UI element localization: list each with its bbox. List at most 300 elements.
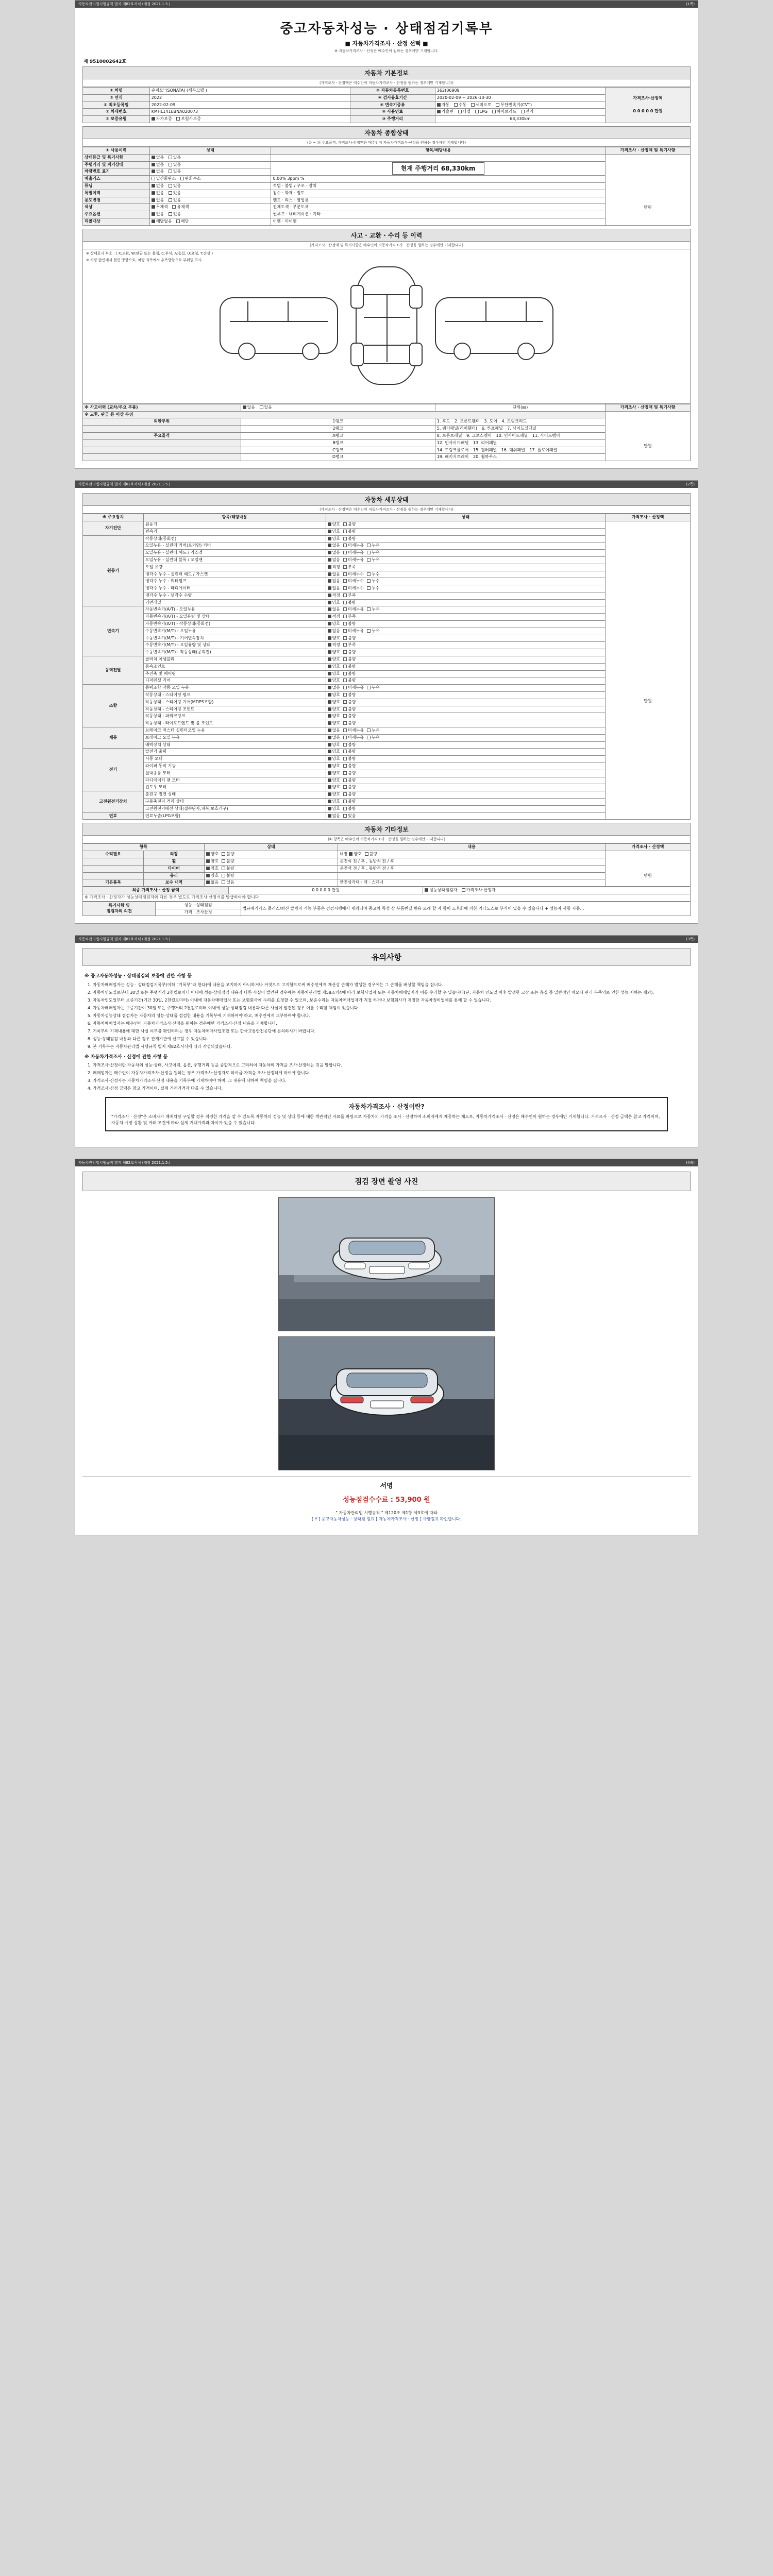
other-item-state[interactable] [204,865,338,872]
detail-item-label: 구동축전지 격리 상태 [143,799,326,806]
detail-item-label: 자동변속기(A/T) - 오일누유 [143,606,326,614]
detail-row [83,635,691,642]
overall-row3-opt0[interactable]: 일산화탄소 [152,176,176,182]
detail-item-state[interactable] [326,677,605,685]
overall-row4-state[interactable] [149,182,271,190]
detail-opt-불량[interactable]: 불량 [343,678,356,684]
detail-opt-양호[interactable]: 양호 [328,700,340,705]
section-basic-subnote: (가격조사ㆍ산정액은 매수인이 자동차가격조사ㆍ산정을 원하는 경우에만 기재합니다) [82,79,691,87]
detail-item-state[interactable] [326,663,605,670]
detail-opt-없음[interactable]: 없음 [328,586,340,591]
final-check-appraiser[interactable]: 가격조사·산정자 [462,888,496,893]
overall-row5-detail: 침수 · 화재 · 절도 [271,190,605,197]
detail-group-8: 연료 [83,812,144,820]
warranty-opt-self[interactable]: 자가보증 [152,116,172,122]
overall-row4-detail: 적법 · 불법 / 구조 · 장치 [271,182,605,190]
detail-item-state[interactable] [326,770,605,777]
detail-item-label: 수동변속기(M/T) - 오일유량 및 상태 [143,642,326,649]
detail-opt-부족[interactable]: 부족 [343,565,356,570]
detail-item-state[interactable] [326,734,605,741]
detail-opt-없음[interactable]: 없음 [328,550,340,556]
detail-row [83,706,691,713]
detail-row [83,699,691,706]
accident-history-opt-yes[interactable]: 있음 [260,405,272,411]
fuel-opt-hybrid[interactable]: 하이브리드 [492,109,517,115]
detail-opt-불량[interactable]: 불량 [343,692,356,698]
fuel-opt-gasoline[interactable]: 가솔린 [437,109,453,115]
page4-topbar-left: 자동차관리법시행규칙 별지 제82호서식 (개정 2021.1.5.) [78,1161,171,1165]
detail-item-state[interactable] [326,556,605,564]
detail-item-state[interactable] [326,649,605,656]
notice-list-item: 4. 자동차매매업자는 보증기간이 30일 또는 주행거리 2천킬로미터 이내에 성능·상태점검 내용과 다른 사실이 발견된 경우 이를 수리할 책임이 있습니다. [93,1005,688,1011]
other-opt-있음[interactable]: 있음 [222,880,234,886]
detail-opt-양호[interactable]: 양호 [328,671,340,677]
detail-opt-적정[interactable]: 적정 [328,642,340,648]
detail-opt-불량[interactable]: 불량 [343,529,356,535]
detail-opt-누유[interactable]: 누유 [367,735,379,741]
detail-opt-불량[interactable]: 불량 [343,771,356,776]
detail-col-device: ※ 주요장치 [83,514,144,521]
overall-row7-opt1[interactable]: 유채색 [172,205,189,210]
detail-item-state[interactable] [326,550,605,557]
detail-item-state[interactable] [326,812,605,820]
special-remarks-table [82,902,691,917]
detail-opt-미세누유[interactable]: 미세누유 [343,607,364,613]
detail-item-label: 디퍼렌셜 기어 [143,677,326,685]
overall-row4-opt1[interactable]: 있음 [169,183,181,189]
detail-item-state[interactable] [326,621,605,628]
detail-item-label: 작동상태 - 스티어링 조인트 [143,706,326,713]
detail-opt-양호[interactable]: 양호 [328,721,340,726]
notice-list-item: 5. 자동차성능상태 점검자는 자동차의 성능·상태를 점검한 내용을 기록부에 기재하여야 하고, 매수인에게 교부하여야 합니다. [93,1013,688,1019]
transmission-opt-cvt[interactable]: 무단변속기(CVT) [496,103,532,108]
basic-value-carname: 슈퍼모''(SONATA) (세부모델 ) [149,88,350,95]
overall-row3-opt1[interactable]: 탄화수소 [180,176,201,182]
detail-opt-누유[interactable]: 누유 [367,550,379,556]
transmission-opt-auto[interactable]: 자동 [437,103,449,108]
other-opt-양호[interactable]: 양호 [206,859,219,865]
detail-opt-없음[interactable]: 없음 [328,579,340,584]
detail-opt-불량[interactable]: 불량 [343,778,356,784]
overall-row0-state[interactable] [149,154,271,161]
detail-opt-누유[interactable]: 누유 [367,607,379,613]
detail-opt-양호[interactable]: 양호 [328,657,340,663]
detail-item-state[interactable] [326,543,605,550]
final-price-check[interactable] [423,887,691,894]
overall-row9-opt0[interactable]: 해당없음 [152,219,172,225]
detail-item-state[interactable] [326,614,605,621]
overall-row8-state[interactable] [149,211,271,218]
detail-opt-양호[interactable]: 양호 [328,529,340,535]
detail-item-label: 브레이크 마스터 실린더오일 누유 [143,727,326,735]
overall-row6-state[interactable] [149,197,271,204]
detail-opt-없음[interactable]: 없음 [328,685,340,691]
warranty-opt-insurer[interactable]: 보험사보증 [176,116,201,122]
other-opt-양호[interactable]: 양호 [206,866,219,872]
detail-row [83,713,691,720]
detail-opt-양호[interactable]: 양호 [328,714,340,719]
overall-row0-name: 상태등급 및 특기사항 [83,154,150,161]
basic-label-mileage: ⑩ 주행거리 [350,116,435,123]
special-remarks-text: 법규배기가스 플러스/최신 발병지 기능 부품은 검검시행에서 제외되며 중고차 특성 상 부품변질 원유 오래 할 자 함이 노후화에 의한 기타노스로 부식이 있을 수 있습니다 + 성능자 사항 자동... [241,902,690,916]
detail-opt-미세누수[interactable]: 미세누수 [343,586,364,591]
detail-opt-불량[interactable]: 불량 [343,636,356,641]
other-item-state[interactable] [204,858,338,865]
detail-opt-양호[interactable]: 양호 [328,764,340,769]
detail-row [83,528,691,535]
detail-item-state[interactable] [326,564,605,571]
detail-row [83,571,691,578]
overall-row3-state[interactable] [149,176,271,183]
detail-item-state[interactable] [326,685,605,692]
car-top-diagram [356,266,417,385]
notice-list-item: 4. 가격조사·산정 금액은 참고 가격이며, 실제 거래가격과 다를 수 있습니다. [93,1086,688,1092]
detail-row [83,564,691,571]
overall-row9-detail: 이행 · 미이행 [271,218,605,225]
section-overall-header: 자동차 종합상태 [82,126,691,139]
detail-opt-양호[interactable]: 양호 [328,650,340,655]
detail-opt-양호[interactable]: 양호 [328,707,340,713]
detail-row [83,805,691,812]
detail-item-label: 등속조인트 [143,663,326,670]
accident-history-opt-none[interactable]: 없음 [243,405,255,411]
detail-opt-불량[interactable]: 불량 [343,764,356,769]
detail-opt-양호[interactable]: 양호 [328,778,340,784]
overall-row1-opt0[interactable]: 없음 [152,162,164,168]
overall-row7-name: 색상 [83,204,150,211]
overall-row5-opt1[interactable]: 있음 [169,191,181,196]
other-item-state[interactable] [204,851,338,858]
detail-item-state[interactable] [326,784,605,791]
basic-info-table [82,87,691,123]
basic-price-value: 0 0 0 0 0 만원 [633,108,663,113]
other-category [83,865,144,872]
detail-price-value: 만원 [644,698,652,703]
detail-opt-양호[interactable]: 양호 [328,756,340,762]
accident-frame-group-5 [83,454,241,461]
detail-opt-불량[interactable]: 불량 [343,657,356,663]
detail-item-state[interactable] [326,727,605,735]
fuel-opt-electric[interactable]: 전기 [521,109,533,115]
notice-body [82,966,691,1140]
detail-item-state[interactable] [326,656,605,664]
detail-item-label: 고전원전기배선 상태(접속단자,피복,보호기구) [143,805,326,812]
detail-opt-미세누유[interactable]: 미세누유 [343,550,364,556]
detail-opt-미세누수[interactable]: 미세누수 [343,579,364,584]
detail-opt-불량[interactable]: 불량 [343,785,356,790]
detail-opt-부족[interactable]: 부족 [343,593,356,599]
overall-row7-detail: 전체도색 · 부분도색 [271,204,605,211]
detail-row [83,663,691,670]
detail-opt-있음[interactable]: 있음 [343,814,356,819]
overall-row2-opt0[interactable]: 없음 [152,169,164,175]
overall-row5-opt0[interactable]: 없음 [152,191,164,196]
detail-item-state[interactable] [326,670,605,677]
detail-opt-양호[interactable]: 양호 [328,749,340,755]
detail-opt-불량[interactable]: 불량 [343,806,356,812]
detail-opt-미세누수[interactable]: 미세누수 [343,572,364,578]
accident-frame-items-2: 8. 프론트패널 9. 크로스멤버 10. 인사이드패널 11. 사이드멤버 [435,432,605,439]
other-price-cell [605,851,690,887]
detail-opt-누유[interactable]: 누유 [367,543,379,549]
other-opt-양호[interactable]: 양호 [206,873,219,879]
detail-opt-없음[interactable]: 없음 [328,572,340,578]
overall-row0-opt1[interactable]: 있음 [169,155,181,161]
detail-item-state[interactable] [326,777,605,784]
page2-topbar-left: 자동차관리법시행규칙 별지 제82호서식 (개정 2021.1.5.) [78,482,171,487]
detail-item-state[interactable] [326,521,605,528]
detail-item-state[interactable] [326,791,605,799]
other-item-state[interactable] [204,879,338,887]
detail-opt-없음[interactable]: 없음 [328,629,340,634]
other-item-content: 운전석 전 / 후 , 동반석 전 / 후 [338,858,606,865]
overall-row2-state[interactable] [149,168,271,176]
other-right-opt-양호[interactable]: 양호 [349,852,361,857]
detail-row [83,727,691,735]
detail-opt-양호[interactable]: 양호 [328,522,340,528]
overall-row2-name: 차량번호 표기 [83,168,150,176]
detail-row [83,791,691,799]
detail-item-state[interactable] [326,592,605,599]
transmission-opt-manual[interactable]: 수동 [454,103,466,108]
detail-opt-미세누유[interactable]: 미세누유 [343,728,364,734]
detail-item-label: 라디에이터 팬 모터 [143,777,326,784]
accident-price-header: 가격조사 · 산정액 및 특기사항 [605,404,690,411]
detail-item-state[interactable] [326,720,605,727]
detail-opt-미세누유[interactable]: 미세누유 [343,629,364,634]
overall-row7-state[interactable] [149,204,271,211]
detail-item-state[interactable] [326,799,605,806]
detail-opt-양호[interactable]: 양호 [328,636,340,641]
detail-opt-양호[interactable]: 양호 [328,771,340,776]
section-other-header: 자동차 기타정보 [82,823,691,836]
detail-opt-불량[interactable]: 불량 [343,749,356,755]
detail-item-state[interactable] [326,699,605,706]
detail-opt-누수[interactable]: 누수 [367,579,379,584]
overall-row7-opt0[interactable]: 무채색 [152,205,168,210]
detail-item-label: 작동상태 - 스티어링 기어(MDPS포함) [143,699,326,706]
detail-group-7: 고전원전기장치 [83,791,144,812]
detail-item-state[interactable] [326,642,605,649]
detail-table-body [83,521,691,819]
detail-opt-없음[interactable]: 없음 [328,607,340,613]
detail-opt-불량[interactable]: 불량 [343,522,356,528]
detail-opt-양호[interactable]: 양호 [328,799,340,805]
detail-item-state[interactable] [326,706,605,713]
other-opt-불량[interactable]: 불량 [222,852,234,857]
other-category: 기본품목 [83,879,144,887]
detail-opt-양호[interactable]: 양호 [328,792,340,798]
detail-opt-누수[interactable]: 누수 [367,586,379,591]
detail-opt-불량[interactable]: 불량 [343,671,356,677]
detail-item-state[interactable] [326,763,605,770]
detail-opt-미세누유[interactable]: 미세누유 [343,735,364,741]
accident-frame-items-4: 14. 트렁크플로어 15. 필러패널 16. 대쉬패널 17. 플로어패널 [435,447,605,454]
detail-opt-불량[interactable]: 불량 [343,714,356,719]
detail-opt-적정[interactable]: 적정 [328,593,340,599]
detail-opt-적정[interactable]: 적정 [328,614,340,620]
detail-item-label: 오일누유 - 실린더 블록 / 오일팬 [143,556,326,564]
overall-row4-opt0[interactable]: 없음 [152,183,164,189]
detail-opt-적정[interactable]: 적정 [328,565,340,570]
detail-item-label: 와이퍼 동작 기능 [143,763,326,770]
overall-row1-state[interactable] [149,161,271,168]
detail-item-label: 클러치 어셈블리 [143,656,326,664]
detail-opt-양호[interactable]: 양호 [328,600,340,606]
overall-row8-opt0[interactable]: 없음 [152,212,164,217]
detail-opt-없음[interactable]: 없음 [328,728,340,734]
accident-frame-level-2: A랭크 [241,432,435,439]
footer-note [82,1508,691,1528]
detail-item-label: 자동변속기(A/T) - 작동상태(공회전) [143,621,326,628]
detail-opt-불량[interactable]: 불량 [343,792,356,798]
detail-row [83,734,691,741]
detail-opt-불량[interactable]: 불량 [343,799,356,805]
detail-opt-불량[interactable]: 불량 [343,756,356,762]
detail-opt-불량[interactable]: 불량 [343,600,356,606]
accident-history-state[interactable] [241,404,435,411]
final-check-performance[interactable]: 성능상태점검자 [425,888,457,893]
detail-opt-누유[interactable]: 누유 [367,629,379,634]
detail-row [83,812,691,820]
other-opt-양호[interactable]: 양호 [206,852,219,857]
other-item-label: 타이어 [143,865,204,872]
other-col-state: 상태 [204,844,338,851]
detail-item-state[interactable] [326,535,605,543]
detail-item-state[interactable] [326,635,605,642]
detail-opt-양호[interactable]: 양호 [328,536,340,542]
detail-item-label: 오일누유 - 실린더 헤드 / 가스켓 [143,550,326,557]
page4-topbar [75,1159,698,1166]
detail-opt-양호[interactable]: 양호 [328,621,340,627]
other-item-label: 보수 내역 [143,879,204,887]
other-opt-없음[interactable]: 없음 [206,880,219,886]
detail-opt-불량[interactable]: 불량 [343,536,356,542]
detail-item-state[interactable] [326,749,605,756]
other-opt-불량[interactable]: 불량 [222,873,234,879]
transmission-opt-semiauto[interactable]: 세미오토 [471,103,492,108]
detail-item-label: 배력장치 상태 [143,741,326,749]
detail-item-state[interactable] [326,741,605,749]
detail-opt-불량[interactable]: 불량 [343,742,356,748]
other-opt-불량[interactable]: 불량 [222,866,234,872]
basic-price-label-text: 가격조사·산정액 [633,96,663,101]
detail-item-state[interactable] [326,606,605,614]
detail-item-label: 수동변속기(M/T) - 기어변속장치 [143,635,326,642]
other-right-opt-불량[interactable]: 불량 [365,852,377,857]
detail-item-state[interactable] [326,628,605,635]
detail-opt-불량[interactable]: 불량 [343,650,356,655]
basic-value-warranty [149,116,350,123]
fuel-opt-lpg[interactable]: LPG [475,109,488,115]
detail-opt-양호[interactable]: 양호 [328,664,340,670]
detail-row [83,585,691,592]
detail-row [83,599,691,606]
detail-opt-양호[interactable]: 양호 [328,785,340,790]
other-item-content: 내장 양호 불량 [338,851,606,858]
fuel-opt-diesel[interactable]: 디젤 [458,109,470,115]
detail-item-label: 작동상태(공회전) [143,535,326,543]
detail-item-state[interactable] [326,692,605,699]
overall-row9-state[interactable] [149,218,271,225]
overall-row2-opt1[interactable]: 있음 [169,169,181,175]
detail-opt-불량[interactable]: 불량 [343,621,356,627]
detail-opt-미세누유[interactable]: 미세누유 [343,543,364,549]
detail-opt-부족[interactable]: 부족 [343,642,356,648]
detail-opt-누유[interactable]: 누유 [367,685,379,691]
detail-opt-불량[interactable]: 불량 [343,664,356,670]
basic-label-inspection: ④ 검사유효기간 [350,94,435,101]
detail-row [83,521,691,528]
detail-opt-없음[interactable]: 없음 [328,814,340,819]
final-price-note: ※ 가격조사 · 산정자가 성능상태점검자와 다른 경우 별도로 가격조사·산정서를 발급하여야 합니다 [83,894,691,901]
photo-section-title: 점검 장면 촬영 사진 [82,1172,691,1191]
detail-col-state: 상태 [326,514,605,521]
basic-value-vin: KMHL141EBNA020073 [149,109,350,116]
detail-item-state[interactable] [326,578,605,585]
other-opt-불량[interactable]: 불량 [222,859,234,865]
overall-row8-opt1[interactable]: 있음 [169,212,181,217]
basic-value-platenumber: 362(06909 [435,88,605,95]
detail-opt-누수[interactable]: 누수 [367,572,379,578]
detail-item-label: 오일 유량 [143,564,326,571]
car-side-right-diagram [435,297,553,354]
detail-opt-미세누유[interactable]: 미세누유 [343,557,364,563]
notice-title: 유의사항 [82,948,691,966]
detail-item-state[interactable] [326,528,605,535]
other-col-content: 내용 [338,844,606,851]
detail-item-state[interactable] [326,756,605,763]
overall-row0-opt0[interactable]: 없음 [152,155,164,161]
detail-opt-누유[interactable]: 누유 [367,557,379,563]
detail-item-state[interactable] [326,599,605,606]
page2-topbar [75,481,698,488]
detail-opt-양호[interactable]: 양호 [328,742,340,748]
basic-label-firstreg: ⑤ 최초등록일 [83,101,150,109]
detail-opt-부족[interactable]: 부족 [343,614,356,620]
detail-item-label: 냉각수 누수 - 라디에이터 [143,585,326,592]
detail-group-5: 제동 [83,727,144,749]
damage-diagram [82,249,691,404]
detail-opt-없음[interactable]: 없음 [328,735,340,741]
detail-opt-없음[interactable]: 없음 [328,557,340,563]
detail-opt-양호[interactable]: 양호 [328,806,340,812]
overall-row6-opt1[interactable]: 있음 [169,198,181,204]
detail-opt-불량[interactable]: 불량 [343,700,356,705]
basic-value-year: 2022 [149,94,350,101]
other-item-state[interactable] [204,872,338,879]
detail-opt-양호[interactable]: 양호 [328,678,340,684]
detail-item-state[interactable] [326,585,605,592]
detail-opt-불량[interactable]: 불량 [343,707,356,713]
detail-opt-누유[interactable]: 누유 [367,728,379,734]
overall-row9-opt1[interactable]: 해당 [176,219,189,225]
detail-row [83,556,691,564]
notice-heading-2: ※ 자동차가격조사 · 산정에 관한 사항 등 [85,1054,168,1060]
overall-row5-state[interactable] [149,190,271,197]
detail-opt-미세누유[interactable]: 미세누유 [343,685,364,691]
overall-row1-opt1[interactable]: 있음 [169,162,181,168]
detail-item-state[interactable] [326,571,605,578]
detail-item-state[interactable] [326,805,605,812]
detail-opt-없음[interactable]: 없음 [328,543,340,549]
overall-row6-opt0[interactable]: 없음 [152,198,164,204]
detail-opt-양호[interactable]: 양호 [328,692,340,698]
accident-frame-group-2: 주요골격 [83,432,241,439]
basic-label-year: ③ 연식 [83,94,150,101]
detail-opt-불량[interactable]: 불량 [343,721,356,726]
detail-item-state[interactable] [326,713,605,720]
